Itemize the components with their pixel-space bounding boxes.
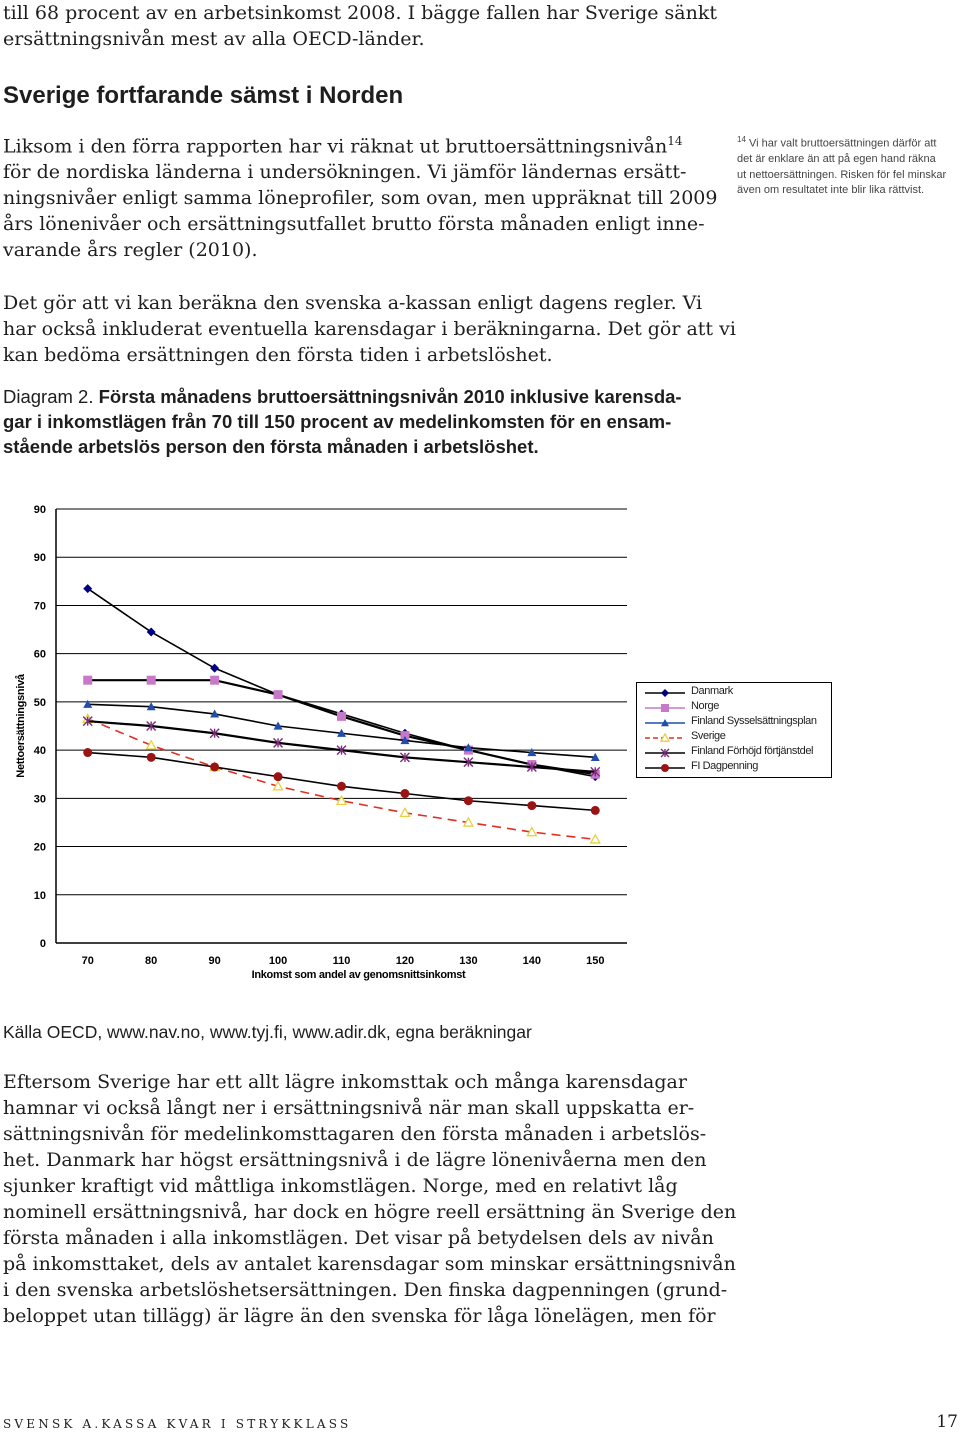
y-tick-label: 60 (33, 648, 46, 661)
data-point (210, 664, 219, 673)
legend-label: Danmark (691, 685, 733, 697)
text-line: Det gör att vi kan beräkna den svenska a-kassan enligt dagens regler. Vi (3, 292, 703, 314)
data-point (591, 806, 600, 815)
data-point (527, 801, 536, 810)
text-line: hamnar vi också långt ner i ersättningsnivå när man skall uppskatta er- (3, 1097, 695, 1119)
section-heading: Sverige fortfarande sämst i Norden (3, 82, 404, 109)
text-line: ersättningsnivån mest av alla OECD-länder. (3, 28, 425, 50)
data-point (400, 808, 409, 816)
footnote-line: även om resultatet inte blir lika rättvist. (737, 184, 925, 197)
diagram-caption (3, 384, 682, 459)
footnote-line: det är enklare än att på egen hand räkna (737, 153, 936, 166)
data-point (661, 764, 669, 772)
y-tick-label: 40 (33, 745, 46, 758)
data-point (661, 704, 669, 712)
x-tick-label: 100 (268, 955, 288, 967)
data-point (147, 676, 156, 685)
x-tick-label: 120 (395, 955, 415, 967)
text-line: har också inkluderat eventuella karensdagar i beräkningarna. Det gör att vi (3, 318, 736, 340)
x-tick-label: 140 (522, 955, 542, 967)
y-tick-label: 50 (33, 696, 46, 709)
text-line: års lönenivåer och ersättningsutfallet brutto första månaden enligt inne- (3, 213, 705, 236)
x-axis-label: Inkomst som andel av genomsnittsinkomst (251, 969, 466, 981)
text-line: Eftersom Sverige har ett allt lägre inkomsttak och många karensdagar (3, 1071, 687, 1093)
x-tick-label: 70 (81, 955, 94, 967)
data-point (464, 796, 473, 805)
legend-label: Sverige (691, 730, 726, 742)
caption-line: gar i inkomstlägen från 70 till 150 procent av medelinkomsten för en ensam- (3, 411, 672, 432)
legend-swatch (645, 687, 685, 699)
legend-label: FI Dagpenning (691, 760, 758, 772)
x-tick-label: 110 (332, 955, 351, 967)
y-tick-label: 90 (33, 504, 46, 516)
legend-label: Finland Förhöjd förtjänstdel (691, 745, 814, 757)
data-point (400, 789, 409, 798)
running-footer: SVENSK A.KASSA KVAR I STRYKKLASS (3, 1417, 352, 1431)
y-tick-label: 20 (33, 841, 46, 854)
footnote-number: 14 (737, 135, 746, 144)
legend-swatch (645, 702, 685, 714)
text-line: Liksom i den förra rapporten har vi räknat ut bruttoersättningsnivån$^{14}$ (3, 134, 683, 158)
legend-swatch (645, 747, 685, 759)
text-line: på inkomsttaket, dels av antalet karensdagar som minskar ersättningsnivån (3, 1253, 736, 1275)
legend-swatch (645, 717, 685, 729)
footnote-marker: 14 (667, 134, 683, 148)
text-line: för de nordiska länderna i undersökningen. Vi jämför ländernas ersätt- (3, 161, 687, 184)
x-tick-label: 80 (145, 955, 158, 967)
text-line: het. Danmark har högst ersättningsnivå i de lägre lönenivåerna men den (3, 1149, 707, 1171)
text-line: sättningsnivån för medelinkomsttagaren den första månaden i arbetslös- (3, 1123, 707, 1145)
footnote (737, 132, 959, 199)
paragraph-2 (3, 290, 736, 368)
paragraph-1 (3, 128, 718, 263)
text-line: beloppet utan tillägg) är lägre än den svenska för låga lönelägen, men för (3, 1305, 716, 1327)
series-line (88, 719, 596, 840)
data-point (83, 584, 92, 593)
x-tick-label: 150 (586, 955, 605, 967)
footnote-line: $^{14}$ Vi har valt bruttoersättningen därför att (737, 135, 937, 150)
chart-legend (636, 682, 832, 778)
data-point (337, 712, 346, 721)
data-point (591, 835, 600, 843)
text-line: i den svenska arbetslöshetsersättningen. Den finska dagpenningen (grund- (3, 1279, 728, 1301)
x-tick-label: 130 (459, 955, 478, 967)
legend-swatch (645, 762, 685, 774)
footnote-line: ut nettoersättningen. Risken för fel minskar (737, 168, 947, 181)
legend-label: Finland Sysselsättningsplan (691, 715, 817, 727)
y-tick-label: 0 (39, 938, 46, 950)
y-tick-label: 70 (33, 600, 46, 613)
y-tick-label: 10 (33, 889, 46, 902)
data-point (274, 772, 283, 781)
text-line: första månaden i alla inkomstlägen. Det visar på betydelsen dels av nivån (3, 1227, 714, 1249)
data-point (661, 689, 669, 697)
data-point (274, 690, 283, 699)
text-line: till 68 procent av en arbetsinkomst 2008. I bägge fallen har Sverige sänkt (3, 2, 717, 24)
text-line: nominell ersättningsnivå, har dock en högre reell ersättning än Sverige den (3, 1201, 737, 1223)
data-point (210, 676, 219, 685)
data-point (210, 762, 219, 771)
y-axis-label: Nettoersättningsnivå (15, 674, 27, 778)
legend-swatch (645, 732, 685, 744)
paragraph-3 (3, 1069, 737, 1329)
caption-line: Diagram 2. Första månadens bruttoersättningsnivån 2010 inklusive karensda- (3, 386, 682, 407)
data-point (83, 748, 92, 757)
legend-label: Norge (691, 700, 719, 712)
y-tick-label: 30 (33, 793, 46, 806)
text-line: kan bedöma ersättningen den första tiden i arbetslöshet. (3, 344, 553, 366)
page-number: 17 (936, 1412, 958, 1432)
series-finland-f-rh-jd-f-rtj-nstdel (83, 717, 600, 777)
y-tick-label: 90 (33, 552, 46, 565)
chart-source: Källa OECD, www.nav.no, www.tyj.fi, www.adir.dk, egna beräkningar (3, 1022, 532, 1042)
data-point (337, 796, 346, 804)
data-point (147, 753, 156, 762)
x-tick-label: 90 (208, 955, 221, 967)
data-point (147, 627, 156, 636)
text-line: varande års regler (2010). (3, 239, 258, 262)
text-line: ningsnivåer enligt samma löneprofiler, som ovan, men uppräknat till 2009 (3, 187, 718, 210)
caption-label: Diagram 2. (3, 386, 94, 407)
caption-line: stående arbetslös person den första månaden i arbetslöshet. (3, 436, 539, 457)
data-point (337, 782, 346, 791)
intro-paragraph (3, 0, 715, 52)
text-line: sjunker kraftigt vid måttliga inkomstlägen. Norge, med en relativt låg (3, 1175, 678, 1197)
data-point (83, 676, 92, 685)
